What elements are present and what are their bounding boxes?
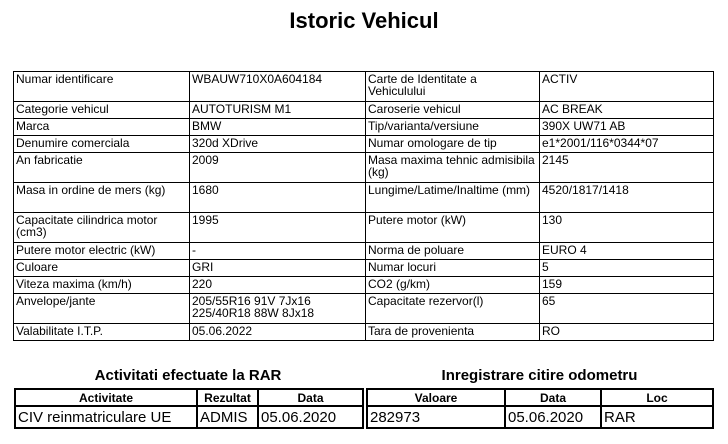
field-value: 2009 [190,153,366,183]
field-label: An fabricatie [14,153,190,183]
vehicle-details-table [13,71,714,341]
field-value: - [190,243,366,260]
field-value: 1680 [190,183,366,213]
table-row [14,102,714,119]
column-header: Data [258,389,363,406]
field-label: Categorie vehicul [14,102,190,119]
field-label: Numar locuri [366,260,540,277]
field-value: 1995 [190,213,366,243]
field-label: Numar omologare de tip [366,136,540,153]
column-header: Activitate [15,389,197,406]
field-value: AC BREAK [540,102,714,119]
table-row [14,324,714,341]
table-row [14,119,714,136]
odometer-heading: Inregistrare citire odometru [441,367,638,384]
table-cell: RAR [601,406,713,428]
field-value: 205/55R16 91V 7Jx16 225/40R18 88W 8Jx18 [190,294,366,324]
field-label: Viteza maxima (km/h) [14,277,190,294]
table-row [14,294,714,324]
field-value: 130 [540,213,714,243]
column-header: Rezultat [197,389,258,406]
odometer-table [366,388,714,429]
field-label: Numar identificare [14,72,190,102]
field-label: Masa maxima tehnic admisibila (kg) [366,153,540,183]
field-label: Tara de provenienta [366,324,540,341]
table-row [14,136,714,153]
table-row [367,406,713,428]
field-label: Lungime/Latime/Inaltime (mm) [366,183,540,213]
field-value: BMW [190,119,366,136]
table-cell: 282973 [367,406,505,428]
table-row [14,243,714,260]
field-label: Valabilitate I.T.P. [14,324,190,341]
table-row [14,260,714,277]
field-value: 220 [190,277,366,294]
field-value: WBAUW710X0A604184 [190,72,366,102]
field-label: Denumire comerciala [14,136,190,153]
table-cell: CIV reinmatriculare UE [15,406,197,428]
field-label: Putere motor (kW) [366,213,540,243]
field-value: GRI [190,260,366,277]
field-label: CO2 (g/km) [366,277,540,294]
field-value: EURO 4 [540,243,714,260]
field-value: ACTIV [540,72,714,102]
column-header: Valoare [367,389,505,406]
field-value: 5 [540,260,714,277]
field-value: 05.06.2022 [190,324,366,341]
table-cell: ADMIS [197,406,258,428]
field-label: Carte de Identitate a Vehiculului [366,72,540,102]
field-value: 65 [540,294,714,324]
field-label: Capacitate cilindrica motor (cm3) [14,213,190,243]
table-cell: 05.06.2020 [258,406,363,428]
field-label: Masa in ordine de mers (kg) [14,183,190,213]
rar-activities-table [14,388,364,429]
table-row [14,153,714,183]
field-value: 159 [540,277,714,294]
column-header: Data [505,389,601,406]
field-label: Tip/varianta/versiune [366,119,540,136]
table-row [14,277,714,294]
field-value: 390X UW71 AB [540,119,714,136]
field-value: 320d XDrive [190,136,366,153]
page-title: Istoric Vehicul [289,8,439,33]
rar-activities-heading: Activitati efectuate la RAR [94,367,282,384]
field-label: Capacitate rezervor(l) [366,294,540,324]
column-header: Loc [601,389,713,406]
table-row [14,183,714,213]
field-value: e1*2001/116*0344*07 [540,136,714,153]
field-label: Culoare [14,260,190,277]
field-label: Anvelope/jante [14,294,190,324]
field-value: RO [540,324,714,341]
field-value: AUTOTURISM M1 [190,102,366,119]
field-value: 4520/1817/1418 [540,183,714,213]
table-row [14,72,714,102]
field-label: Putere motor electric (kW) [14,243,190,260]
field-label: Caroserie vehicul [366,102,540,119]
field-label: Norma de poluare [366,243,540,260]
table-row [15,406,363,428]
table-cell: 05.06.2020 [505,406,601,428]
field-label: Marca [14,119,190,136]
field-value: 2145 [540,153,714,183]
table-row [14,213,714,243]
